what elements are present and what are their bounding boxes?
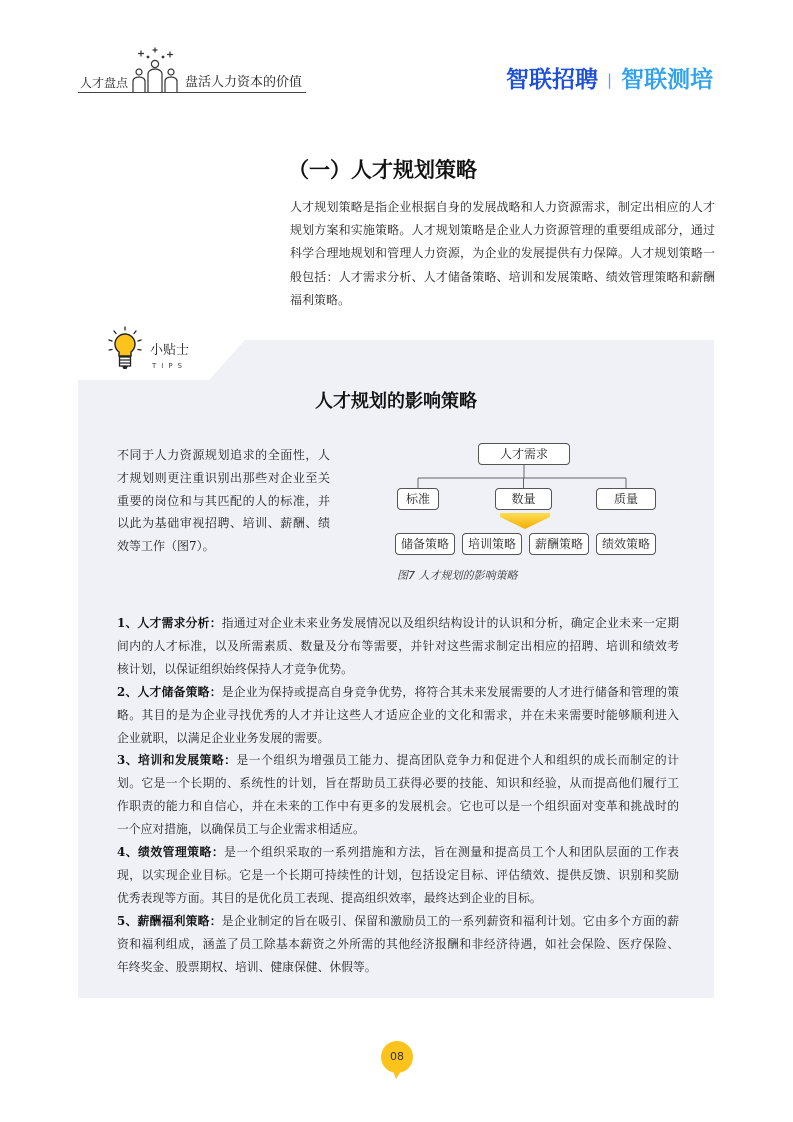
list-item-line xyxy=(117,749,679,772)
diagram-strategy-node: 绩效策略 xyxy=(596,533,656,555)
section-title: （一）人才规划策略 xyxy=(288,158,477,182)
page-number: 08 xyxy=(390,1050,404,1063)
list-item-text: 是一个组织为增强员工能力、提高团队竞争力和促进个人和组织的成长而制定的计 xyxy=(236,753,679,768)
strategy-list xyxy=(117,612,679,979)
paragraph-line: 人才规划策略是指企业根据自身的发展战略和人力资源需求，制定出相应的人才 xyxy=(290,200,715,214)
logo-secondary-text: 智联测培 xyxy=(621,67,714,93)
tips-title: 人才规划的影响策略 xyxy=(315,391,477,412)
list-item-line: 企业就职，以满足企业业务发展的需要。 xyxy=(117,730,330,745)
intro-line: 重要的岗位和与其匹配的人的标准，并 xyxy=(117,493,330,508)
diagram-factor-node: 数量 xyxy=(495,488,552,510)
diagram-root-node: 人才需求 xyxy=(478,443,570,465)
intro-line: 才规划则更注重识别出那些对企业至关 xyxy=(117,470,330,485)
brand-logo xyxy=(506,64,713,96)
header-rule xyxy=(78,92,306,93)
list-item-line: 优秀表现等方面。其目的是优化员工表现、提高组织效率，最终达到企业的目标。 xyxy=(117,890,542,905)
list-item-label: 5、薪酬福利策略： xyxy=(117,913,222,928)
strategy-diagram xyxy=(390,438,665,563)
people-sparkle-icon xyxy=(127,47,183,93)
list-item-text: 指通过对企业未来业务发展情况以及组织结构设计的认识和分析，确定企业未来一定期 xyxy=(221,616,679,630)
list-item-label: 3、培训和发展策略： xyxy=(117,753,237,768)
list-item-label: 2、人才储备策略： xyxy=(117,684,222,699)
logo-separator: | xyxy=(607,71,613,89)
list-item-line xyxy=(117,841,679,864)
logo-primary-text: 智联招聘 xyxy=(506,67,598,93)
list-item-line: 作职责的能力和自信心，并在未来的工作中有更多的发展机会。它也可以是一个组织面对变革和挑战时的 xyxy=(117,799,679,814)
list-item-line: 核计划，以保证组织始终保持人才竞争优势。 xyxy=(117,661,353,676)
down-arrow-icon xyxy=(500,513,550,529)
tips-intro xyxy=(117,444,330,558)
tips-label: 小贴士 xyxy=(150,343,190,358)
tips-label-en: TIPS xyxy=(152,362,188,370)
figure-caption: 图7 人才规划的影响策略 xyxy=(397,569,518,582)
paragraph-line: 科学合理地规划和管理人力资源，为企业的发展提供有力保障。人才规划策略一 xyxy=(290,246,715,261)
diagram-strategy-node: 培训策略 xyxy=(462,533,522,555)
diagram-factor-node: 质量 xyxy=(596,488,656,510)
list-item-text: 是企业为保持或提高自身竞争优势，将符合其未来发展需要的人才进行储备和管理的策 xyxy=(221,684,679,699)
lightbulb-icon xyxy=(107,326,143,374)
series-title: 人才盘点 xyxy=(80,76,129,90)
list-item-text: 是企业制定的旨在吸引、保留和激励员工的一系列薪资和福利计划。它由多个方面的薪 xyxy=(221,913,679,928)
list-item-line: 略。其目的是为企业寻找优秀的人才并让这些人才适应企业的文化和需求，并在未来需要时能够顺利进入 xyxy=(117,707,679,722)
list-item-line: 年终奖金、股票期权、培训、健康保健、休假等。 xyxy=(117,959,377,974)
list-item-line xyxy=(117,612,679,635)
list-item-line: 一个应对措施，以确保员工与企业需求相适应。 xyxy=(117,822,365,837)
intro-line: 以此为基础审视招聘、培训、薪酬、绩 xyxy=(117,516,330,531)
list-item-line: 划。它是一个长期的、系统性的计划，旨在帮助员工获得必要的技能、知识和经验，从而提高他们履行工 xyxy=(117,776,679,791)
intro-line: 不同于人力资源规划追求的全面性，人 xyxy=(117,448,330,462)
diagram-strategy-node: 薪酬策略 xyxy=(529,533,589,555)
list-item-line xyxy=(117,681,679,704)
list-item-label: 4、绩效管理策略： xyxy=(117,845,225,860)
intro-line: 效等工作（图7）。 xyxy=(117,539,215,554)
paragraph-line: 规划方案和实施策略。人才规划策略是企业人力资源管理的重要组成部分，通过 xyxy=(290,223,715,238)
paragraph-line: 福利策略。 xyxy=(290,292,351,307)
paragraph-line: 般包括：人才需求分析、人才储备策略、培训和发展策略、绩效管理策略和薪酬 xyxy=(290,269,715,284)
list-item-line: 资和福利组成，涵盖了员工除基本薪资之外所需的其他经济报酬和非经济待遇，如社会保险、医疗保险、 xyxy=(117,936,679,951)
diagram-strategy-node: 储备策略 xyxy=(395,533,455,555)
section-paragraph xyxy=(290,196,715,312)
list-item-line: 间内的人才标准，以及所需素质、数量及分布等需要，并针对这些需求制定出相应的招聘、培训和绩效考 xyxy=(117,638,679,653)
diagram-factor-node: 标准 xyxy=(397,488,439,510)
list-item-text: 是一个组织采取的一系列措施和方法，旨在测量和提高员工个人和团队层面的工作表 xyxy=(224,845,679,860)
list-item-label: 1、人才需求分析： xyxy=(117,616,222,630)
series-subtitle: 盘活人力资本的价值 xyxy=(185,75,303,90)
list-item-line xyxy=(117,910,679,933)
list-item-line: 现，以实现企业目标。它是一个长期可持续性的计划，包括设定目标、评估绩效、提供反馈、识别和奖励 xyxy=(117,867,679,882)
